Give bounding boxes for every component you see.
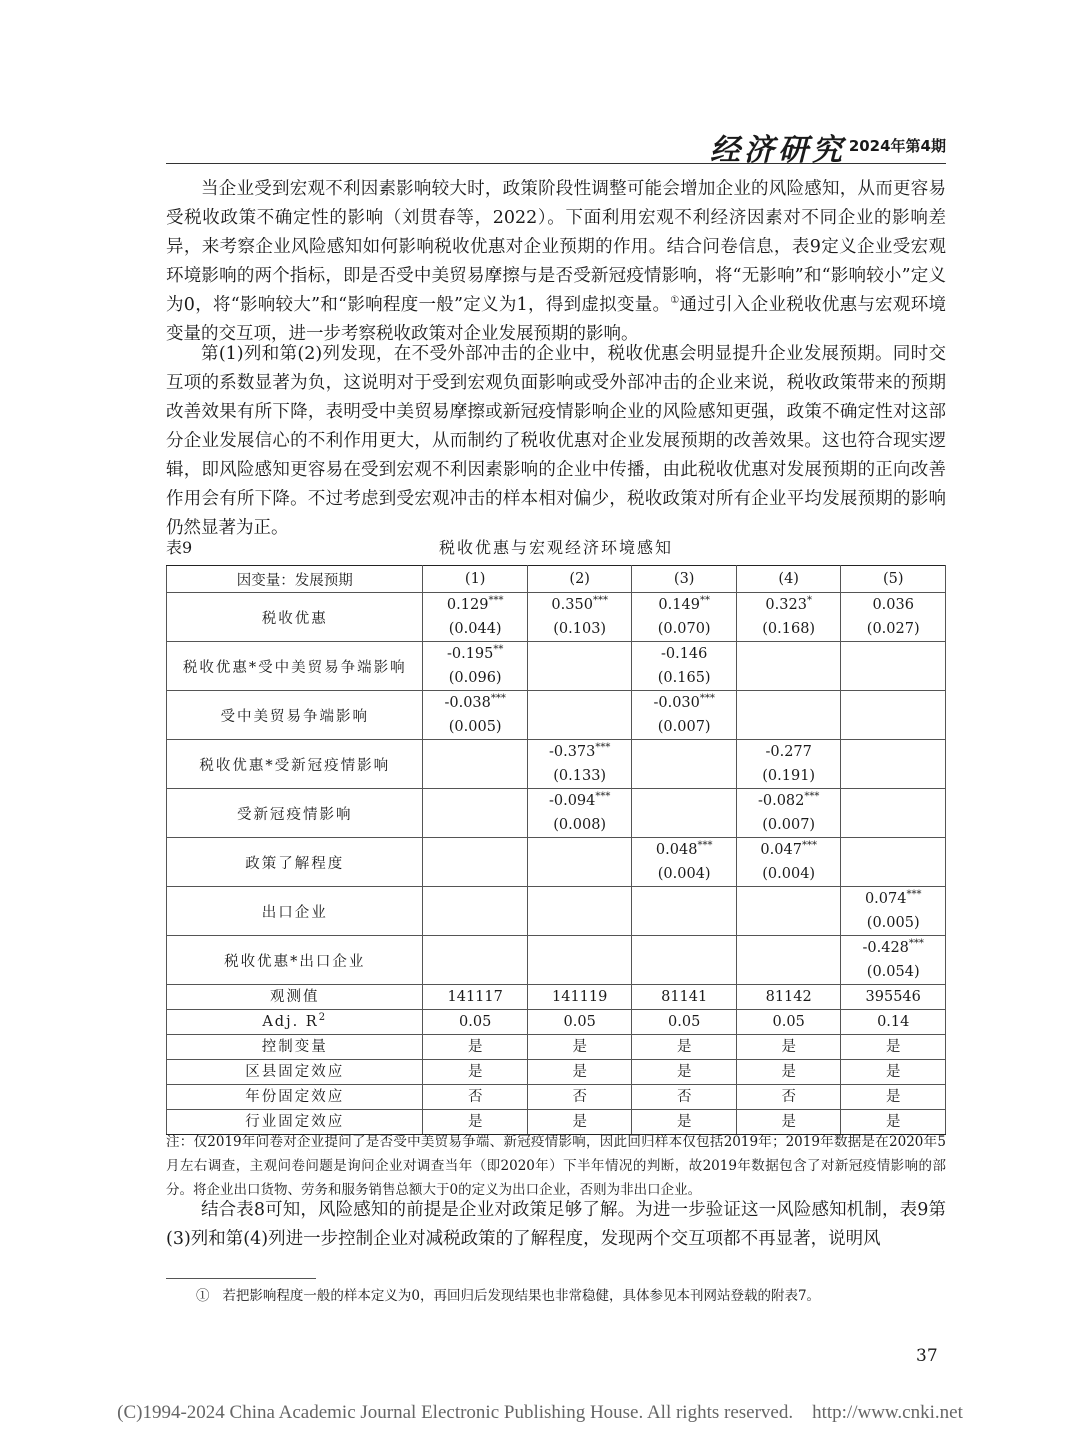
coef-cell [841, 838, 946, 887]
coef-cell [736, 887, 841, 936]
standard-error: (0.005) [866, 915, 920, 931]
standard-error [528, 960, 632, 984]
coef-cell [736, 936, 841, 985]
coefficient [841, 691, 945, 715]
table-label: 表9 [166, 538, 193, 557]
coef-cell [423, 936, 528, 985]
coef-cell [527, 642, 632, 691]
paragraph-1-tail: 通过引入企业税收优惠与宏观环境变量的交互项，进一步考察税收政策对企业发展预期的影响。 [166, 295, 946, 344]
header-col-3: (3) [632, 566, 737, 593]
standard-error: (0.096) [448, 670, 502, 686]
stat-value: 是 [632, 1035, 737, 1060]
coefficient [528, 936, 632, 960]
stat-name [167, 1035, 423, 1060]
stat-value: 是 [527, 1110, 632, 1135]
variable-name: 政策了解程度 [167, 838, 423, 887]
stat-value: 是 [423, 1060, 528, 1085]
footnote [196, 1286, 946, 1306]
table-row [167, 740, 946, 789]
coefficient-value: -0.373 [548, 744, 596, 760]
variable-name: 税收优惠*出口企业 [167, 936, 423, 985]
stat-value: 是 [632, 1110, 737, 1135]
table-title: 税收优惠与宏观经济环境感知 [438, 538, 673, 557]
stat-name [167, 1060, 423, 1085]
page-number: 37 [916, 1346, 938, 1366]
standard-error: (0.054) [866, 964, 920, 980]
coefficient-value: 0.074 [864, 891, 907, 907]
coef-cell [423, 838, 528, 887]
coefficient-value: 0.048 [655, 842, 698, 858]
coefficient [528, 838, 632, 862]
stat-value: 0.05 [632, 1010, 737, 1035]
coefficient-value: 0.036 [872, 597, 914, 613]
table-row [167, 642, 946, 691]
table-row [167, 691, 946, 740]
coefficient [528, 691, 632, 715]
standard-error [841, 813, 945, 837]
standard-error [423, 960, 527, 984]
standard-error [841, 862, 945, 886]
standard-error: (0.027) [866, 621, 920, 637]
coef-cell [841, 740, 946, 789]
significance-stars: *** [804, 791, 820, 803]
coefficient-value: -0.082 [757, 793, 805, 809]
coefficient [528, 789, 632, 813]
coefficient [841, 593, 945, 617]
coefficient [632, 789, 736, 813]
coefficient-value: -0.094 [548, 793, 596, 809]
header-col-4: (4) [736, 566, 841, 593]
significance-stars: *** [490, 693, 506, 705]
stat-value: 是 [841, 1085, 946, 1110]
stat-value: 否 [527, 1085, 632, 1110]
coefficient [632, 887, 736, 911]
coef-cell [841, 887, 946, 936]
coef-cell [527, 838, 632, 887]
stat-value: 141119 [527, 985, 632, 1010]
coef-cell [423, 593, 528, 642]
stat-value: 是 [736, 1110, 841, 1135]
table-row [167, 1010, 946, 1035]
coef-cell [423, 691, 528, 740]
stat-value: 是 [841, 1060, 946, 1085]
table-row [167, 593, 946, 642]
coefficient [737, 887, 841, 911]
coefficient-value: 0.323 [765, 597, 807, 613]
stat-name [167, 985, 423, 1010]
standard-error: (0.008) [553, 817, 607, 833]
significance-stars: ** [699, 595, 710, 607]
stat-value: 141117 [423, 985, 528, 1010]
standard-error [632, 813, 736, 837]
stat-value: 否 [736, 1085, 841, 1110]
standard-error: (0.007) [657, 719, 711, 735]
standard-error: (0.007) [762, 817, 816, 833]
coefficient [841, 642, 945, 666]
coef-cell [841, 936, 946, 985]
coefficient [737, 593, 841, 617]
stat-value: 否 [423, 1085, 528, 1110]
variable-name: 税收优惠*受新冠疫情影响 [167, 740, 423, 789]
standard-error [632, 764, 736, 788]
table-row [167, 789, 946, 838]
coefficient [528, 642, 632, 666]
coef-cell [423, 740, 528, 789]
header-col-1: (1) [423, 566, 528, 593]
significance-stars: ** [493, 644, 504, 656]
stat-value: 81142 [736, 985, 841, 1010]
significance-stars: *** [697, 840, 713, 852]
variable-name: 税收优惠 [167, 593, 423, 642]
stat-value: 是 [423, 1035, 528, 1060]
paragraph-2: 第(1)列和第(2)列发现，在不受外部冲击的企业中，税收优惠会明显提升企业发展预期。同时交互项的系数显著为负，这说明对于受到宏观负面影响或受外部冲击的企业来说，税收政策带来的预期改善效果有所下降，表明受中美贸易摩擦或新冠疫情影响企业的风险感知更强，政策不确定性对这部分企业发展信心的不利作用更大，从而制约了税收优惠对企业发展预期的改善效果。这也符合现实逻辑，即风险感知更容易在受到宏观不利因素影响的企业中传播，由此税收优惠对发展预期的正向改善作用会有所下降。不过考虑到受宏观冲击的样本相对偏少，税收政策对所有企业平均发展预期的影响仍然显著为正。 [166, 344, 946, 538]
paragraph-1 [166, 175, 946, 349]
coefficient [423, 691, 527, 715]
stat-value: 81141 [632, 985, 737, 1010]
standard-error [423, 862, 527, 886]
variable-name: 出口企业 [167, 887, 423, 936]
coefficient [841, 838, 945, 862]
stat-value: 是 [527, 1060, 632, 1085]
standard-error [737, 715, 841, 739]
coef-cell [527, 740, 632, 789]
stat-value: 是 [632, 1060, 737, 1085]
standard-error: (0.004) [657, 866, 711, 882]
stat-value: 否 [632, 1085, 737, 1110]
coefficient [423, 642, 527, 666]
header-col-2: (2) [527, 566, 632, 593]
coef-cell [841, 642, 946, 691]
significance-stars: * [806, 595, 812, 607]
coefficient-value: 0.047 [760, 842, 802, 858]
standard-error: (0.005) [448, 719, 502, 735]
stat-label: 观测值 [269, 989, 320, 1005]
significance-stars: *** [699, 693, 715, 705]
coefficient [737, 691, 841, 715]
coefficient [632, 838, 736, 862]
coefficient [737, 642, 841, 666]
footnote-text: 若把影响程度一般的样本定义为0，再回归后发现结果也非常稳健，具体参见本刊网站登载的附表7。 [222, 1288, 821, 1304]
stat-label: Adj. R [262, 1014, 319, 1030]
issue-label: 2024年第4期 [848, 137, 946, 155]
coefficient-value: -0.277 [765, 744, 812, 760]
coef-cell [736, 691, 841, 740]
stat-value: 是 [423, 1110, 528, 1135]
standard-error [528, 666, 632, 690]
standard-error: (0.133) [553, 768, 607, 784]
journal-logo: 经济研究 [710, 133, 846, 168]
stat-name [167, 1010, 423, 1035]
regression-table [166, 565, 946, 1135]
table-row [167, 985, 946, 1010]
coefficient [632, 593, 736, 617]
standard-error [632, 960, 736, 984]
coef-cell [527, 593, 632, 642]
stat-value: 是 [736, 1035, 841, 1060]
table-row [167, 1035, 946, 1060]
coef-cell [632, 691, 737, 740]
table-row [167, 1085, 946, 1110]
stat-label: 区县固定效应 [245, 1064, 345, 1080]
standard-error [737, 960, 841, 984]
coef-cell [632, 789, 737, 838]
coefficient-value: -0.195 [446, 646, 494, 662]
footnote-divider [166, 1278, 316, 1279]
coef-cell [632, 642, 737, 691]
coefficient [423, 887, 527, 911]
standard-error [841, 666, 945, 690]
standard-error [528, 715, 632, 739]
coef-cell [423, 642, 528, 691]
coef-rows [167, 593, 946, 985]
standard-error [632, 911, 736, 935]
coef-cell [736, 740, 841, 789]
table-header-row [167, 566, 946, 593]
table-row [167, 1060, 946, 1085]
coefficient [423, 740, 527, 764]
coefficient-value: 0.350 [551, 597, 593, 613]
coef-cell [632, 936, 737, 985]
stat-value: 是 [841, 1035, 946, 1060]
coef-cell [736, 838, 841, 887]
footnote-ref[interactable]: ① [670, 295, 680, 307]
significance-stars: *** [592, 595, 608, 607]
coefficient [841, 887, 945, 911]
coefficient-value: 0.129 [446, 597, 489, 613]
coef-cell [632, 838, 737, 887]
coefficient [423, 789, 527, 813]
coef-cell [527, 789, 632, 838]
coef-cell [527, 936, 632, 985]
header-dep-var: 因变量：发展预期 [167, 566, 423, 593]
standard-error [528, 862, 632, 886]
table-row [167, 838, 946, 887]
coef-cell [423, 887, 528, 936]
coefficient [528, 887, 632, 911]
standard-error: (0.168) [762, 621, 816, 637]
coefficient [423, 838, 527, 862]
coefficient-value: -0.428 [862, 940, 909, 956]
coefficient-value: -0.146 [660, 646, 708, 662]
coef-cell [841, 593, 946, 642]
paragraph-1-text: 当企业受到宏观不利因素影响较大时，政策阶段性调整可能会增加企业的风险感知，从而更容易受税收政策不确定性的影响（刘贯春等，2022）。下面利用宏观不利经济因素对不同企业的影响差异，来考察企业风险感知如何影响税收优惠对企业预期的作用。结合问卷信息，表9定义企业受宏观环境影响的两个指标，即是否受中美贸易摩擦与是否受新冠疫情影响，将“无影响”和“影响较小”定义为0，将“影响较大”和“影响程度一般”定义为1，得到虚拟变量。 [166, 179, 946, 315]
standard-error [737, 666, 841, 690]
coef-cell [632, 887, 737, 936]
coef-cell [736, 789, 841, 838]
coef-cell [632, 593, 737, 642]
standard-error: (0.044) [448, 621, 502, 637]
coefficient [528, 740, 632, 764]
paragraph-3: 结合表8可知，风险感知的前提是企业对政策足够了解。为进一步验证这一风险感知机制，表9第(3)列和第(4)列进一步控制企业对减税政策的了解程度，发现两个交互项都不再显著，说明风 [166, 1200, 946, 1249]
standard-error [423, 813, 527, 837]
coef-cell [632, 740, 737, 789]
significance-stars: *** [595, 791, 611, 803]
coefficient [632, 642, 736, 666]
coefficient [737, 789, 841, 813]
coefficient-value: -0.038 [444, 695, 491, 711]
significance-stars: *** [801, 840, 817, 852]
stat-value: 0.14 [841, 1010, 946, 1035]
coefficient [737, 936, 841, 960]
footnote-mark: ① [196, 1288, 210, 1304]
variable-name: 受新冠疫情影响 [167, 789, 423, 838]
stat-label: 行业固定效应 [245, 1114, 345, 1130]
coef-cell [527, 887, 632, 936]
coefficient [841, 740, 945, 764]
coef-cell [527, 691, 632, 740]
table-note: 注：仅2019年问卷对企业提问了是否受中美贸易争端、新冠疫情影响，因此回归样本仅包括2019年；2019年数据是在2020年5月左右调查，主观问卷问题是询问企业对调查当年（即2020年）下半年情况的判断，故2019年数据包含了对新冠疫情影响的部分。将企业出口货物、劳务和服务销售总额大于0的定义为出口企业，否则为非出口企业。 [166, 1134, 946, 1198]
stat-value: 是 [841, 1110, 946, 1135]
standard-error: (0.165) [657, 670, 711, 686]
copyright-line: (C)1994-2024 China Academic Journal Electronic Publishing House. All rights reserved. http://www.cnki.net [117, 1402, 963, 1423]
stat-value: 0.05 [423, 1010, 528, 1035]
stat-value: 395546 [841, 985, 946, 1010]
stat-value: 是 [527, 1035, 632, 1060]
coef-cell [736, 642, 841, 691]
coefficient [528, 593, 632, 617]
significance-stars: *** [595, 742, 611, 754]
significance-stars: *** [488, 595, 504, 607]
stat-label-superscript: 2 [318, 1012, 328, 1024]
coefficient [841, 936, 945, 960]
table-row [167, 887, 946, 936]
table-row [167, 936, 946, 985]
coefficient [423, 593, 527, 617]
stat-value: 0.05 [527, 1010, 632, 1035]
coefficient [632, 691, 736, 715]
significance-stars: *** [906, 889, 922, 901]
coef-cell [841, 789, 946, 838]
coef-cell [841, 691, 946, 740]
coefficient [737, 740, 841, 764]
table-caption [166, 535, 946, 559]
standard-error [528, 911, 632, 935]
page-header [166, 123, 946, 168]
significance-stars: *** [908, 938, 924, 950]
standard-error: (0.004) [762, 866, 816, 882]
standard-error: (0.191) [762, 768, 816, 784]
standard-error [423, 911, 527, 935]
coefficient [841, 789, 945, 813]
stat-value: 是 [736, 1060, 841, 1085]
stat-rows [167, 985, 946, 1135]
variable-name: 税收优惠*受中美贸易争端影响 [167, 642, 423, 691]
coef-cell [423, 789, 528, 838]
variable-name: 受中美贸易争端影响 [167, 691, 423, 740]
standard-error [841, 715, 945, 739]
coefficient [632, 936, 736, 960]
coefficient [632, 740, 736, 764]
coefficient [423, 936, 527, 960]
standard-error [737, 911, 841, 935]
coefficient [737, 838, 841, 862]
coefficient-value: -0.030 [653, 695, 700, 711]
coefficient-value: 0.149 [658, 597, 700, 613]
standard-error [423, 764, 527, 788]
standard-error [841, 764, 945, 788]
coef-cell [736, 593, 841, 642]
standard-error: (0.070) [657, 621, 711, 637]
stat-value: 0.05 [736, 1010, 841, 1035]
standard-error: (0.103) [553, 621, 607, 637]
header-col-5: (5) [841, 566, 946, 593]
stat-label: 年份固定效应 [245, 1089, 345, 1105]
stat-label: 控制变量 [261, 1039, 328, 1055]
stat-name [167, 1085, 423, 1110]
